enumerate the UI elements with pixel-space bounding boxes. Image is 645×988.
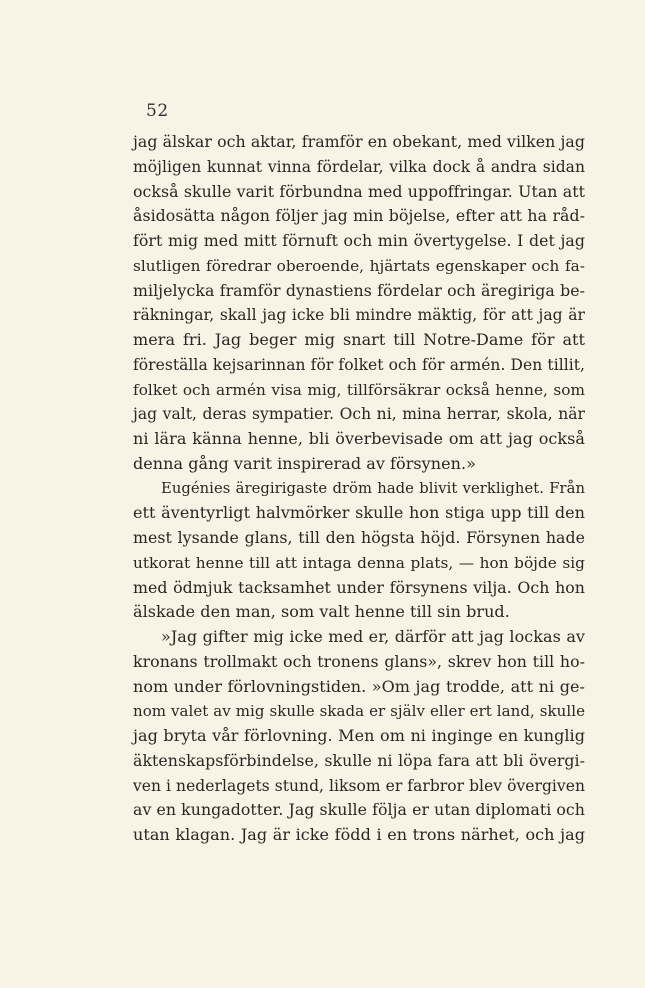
text-line: ven i nederlagets stund, liksom er farbror blev övergiven xyxy=(133,776,585,795)
text-line: slutligen föredrar oberoende, hjärtats egenskaper och fa- xyxy=(133,256,585,275)
text-line: miljelycka framför dynastiens fördelar och äregiriga be- xyxy=(133,280,585,300)
text-line: kronans trollmakt och tronens glans», skrev hon till ho- xyxy=(133,651,585,671)
text-line: äktenskapsförbindelse, skulle ni löpa fara att bli övergi- xyxy=(133,750,585,770)
text-line: mera fri. Jag beger mig snart till Notre-Dame för att xyxy=(133,330,585,349)
text-line: ett äventyrligt halvmörker skulle hon stiga upp till den xyxy=(133,503,585,523)
text-line: jag bryta vår förlovning. Men om ni inginge en kunglig xyxy=(133,726,585,745)
text-line: mest lysande glans, till den högsta höjd. Försynen hade xyxy=(133,528,585,547)
text-line: denna gång varit inspirerad av försynen.» xyxy=(133,453,476,473)
text-line: älskade den man, som valt henne till sin brud. xyxy=(133,602,510,622)
text-line: utkorat henne till att intaga denna plats, — hon böjde sig xyxy=(133,553,585,572)
text-line: jag älskar och aktar, framför en obekant, med vilken jag xyxy=(133,132,585,151)
text-line: möjligen kunnat vinna fördelar, vilka dock å andra sidan xyxy=(133,157,585,176)
text-line: Eugénies äregirigaste dröm hade blivit verklighet. Från xyxy=(161,479,585,497)
text-line: folket och armén visa mig, tillförsäkrar också henne, som xyxy=(133,380,585,399)
text-line: av en kungadotter. Jag skulle följa er utan diplomati och xyxy=(133,800,585,820)
text-line: nom under förlovningstiden. »Om jag trodde, att ni ge- xyxy=(133,676,585,696)
text-line: jag valt, deras sympatier. Och ni, mina herrar, skola, när xyxy=(133,405,585,424)
body-text xyxy=(133,130,585,848)
text-line: med ödmjuk tacksamhet under försynens vilja. Och hon xyxy=(133,577,585,597)
page-number: 52 xyxy=(146,101,169,121)
text-line: också skulle varit förbundna med uppoffringar. Utan att xyxy=(133,181,585,201)
text-line: utan klagan. Jag är icke född i en trons närhet, och jag xyxy=(133,825,585,844)
text-line: ni lära känna henne, bli överbevisade om att jag också xyxy=(133,429,585,448)
text-line: nom valet av mig skulle skada er själv eller ert land, skulle xyxy=(133,702,585,721)
text-line: »Jag gifter mig icke med er, därför att jag lockas av xyxy=(161,627,585,646)
text-line: räkningar, skall jag icke bli mindre mäktig, för att jag är xyxy=(133,306,585,325)
text-line: åsidosätta någon följer jag min böjelse, efter att ha råd- xyxy=(133,206,585,226)
text-line: föreställa kejsarinnan för folket och för armén. Den tillit, xyxy=(133,355,585,374)
text-line: fört mig med mitt förnuft och min övertygelse. I det jag xyxy=(133,231,585,250)
